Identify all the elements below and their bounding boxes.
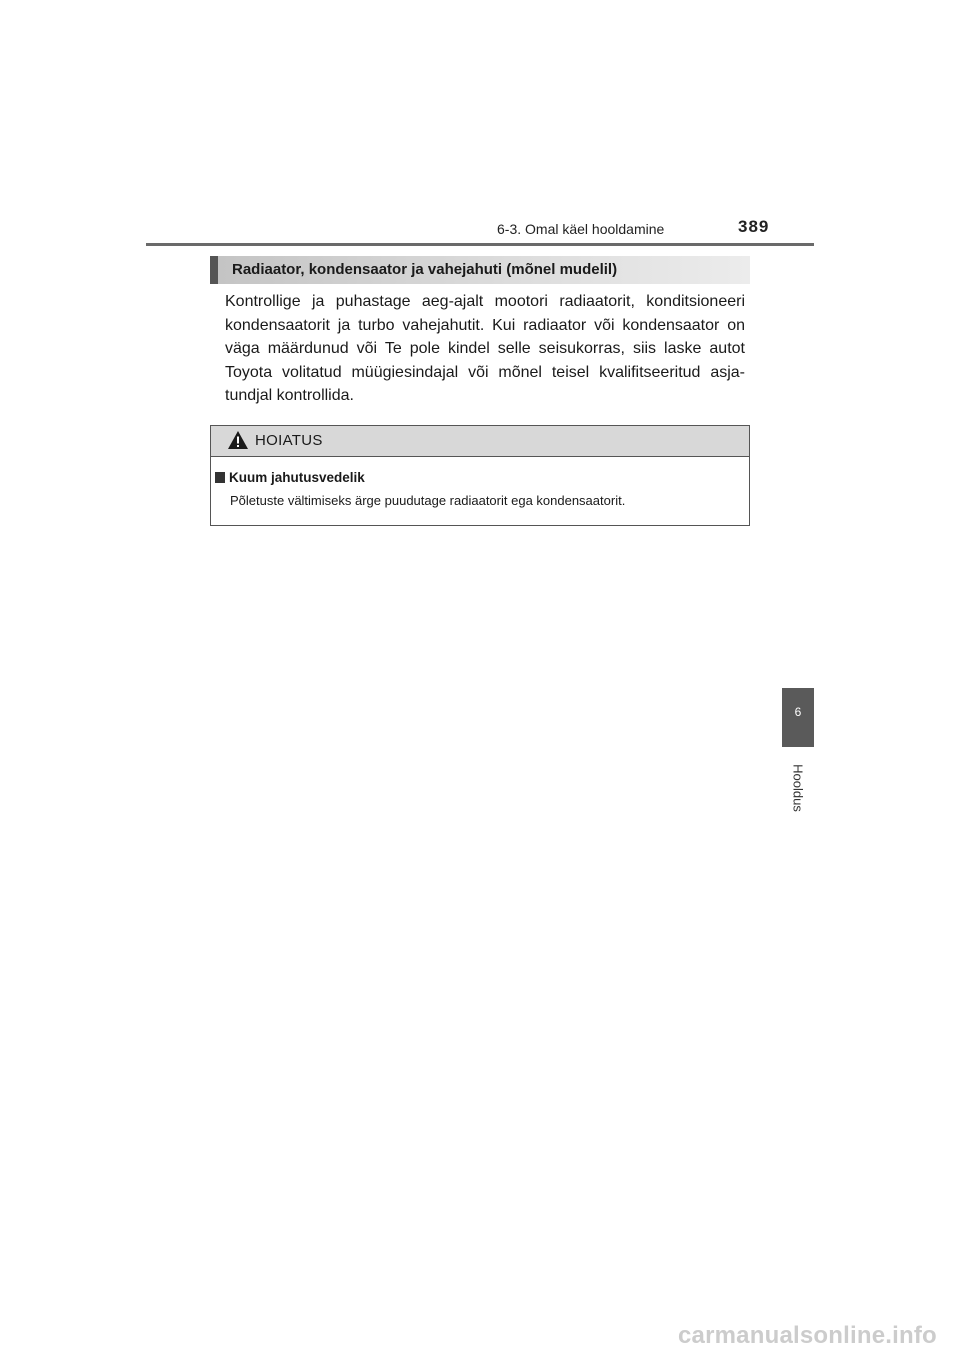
warning-item-title-text: Kuum jahutusvedelik: [229, 470, 365, 485]
section-body-text: Kontrollige ja puhastage aeg-ajalt mootori radiaatorit, konditsioneeri kondensaatorit ja turbo vahejahutit. Kui radiaator või kondensaator on väga määrdunud või Te pole kindel selle seisukorras, siis laske autot Toyota volitatud müügiesindajal või mõnel teisel kvalifitseeritud asja-tundjal kontrollida.: [225, 293, 745, 404]
warning-item-title: [215, 470, 365, 485]
warning-header: [211, 426, 749, 457]
warning-title: HOIATUS: [255, 432, 323, 449]
section-title: Radiaator, kondensaator ja vahejahuti (mõnel mudelil): [232, 261, 618, 278]
page-number: 389: [738, 217, 770, 236]
warning-item-text: Põletuste vältimiseks ärge puudutage radiaatorit ega kondensaatorit.: [230, 493, 626, 508]
header-section-title: 6-3. Omal käel hooldamine: [497, 221, 665, 237]
chapter-label-text: Hooldus: [790, 764, 806, 812]
header-divider: [146, 243, 814, 246]
chapter-number: 6: [794, 705, 802, 719]
chapter-tab: [782, 688, 814, 747]
warning-box: [210, 425, 750, 526]
warning-triangle-icon: [227, 430, 249, 455]
watermark: carmanualsonline.info: [678, 1322, 937, 1349]
square-bullet-icon: [215, 472, 225, 483]
chapter-label: [783, 758, 813, 818]
section-heading-bar: [210, 256, 750, 284]
